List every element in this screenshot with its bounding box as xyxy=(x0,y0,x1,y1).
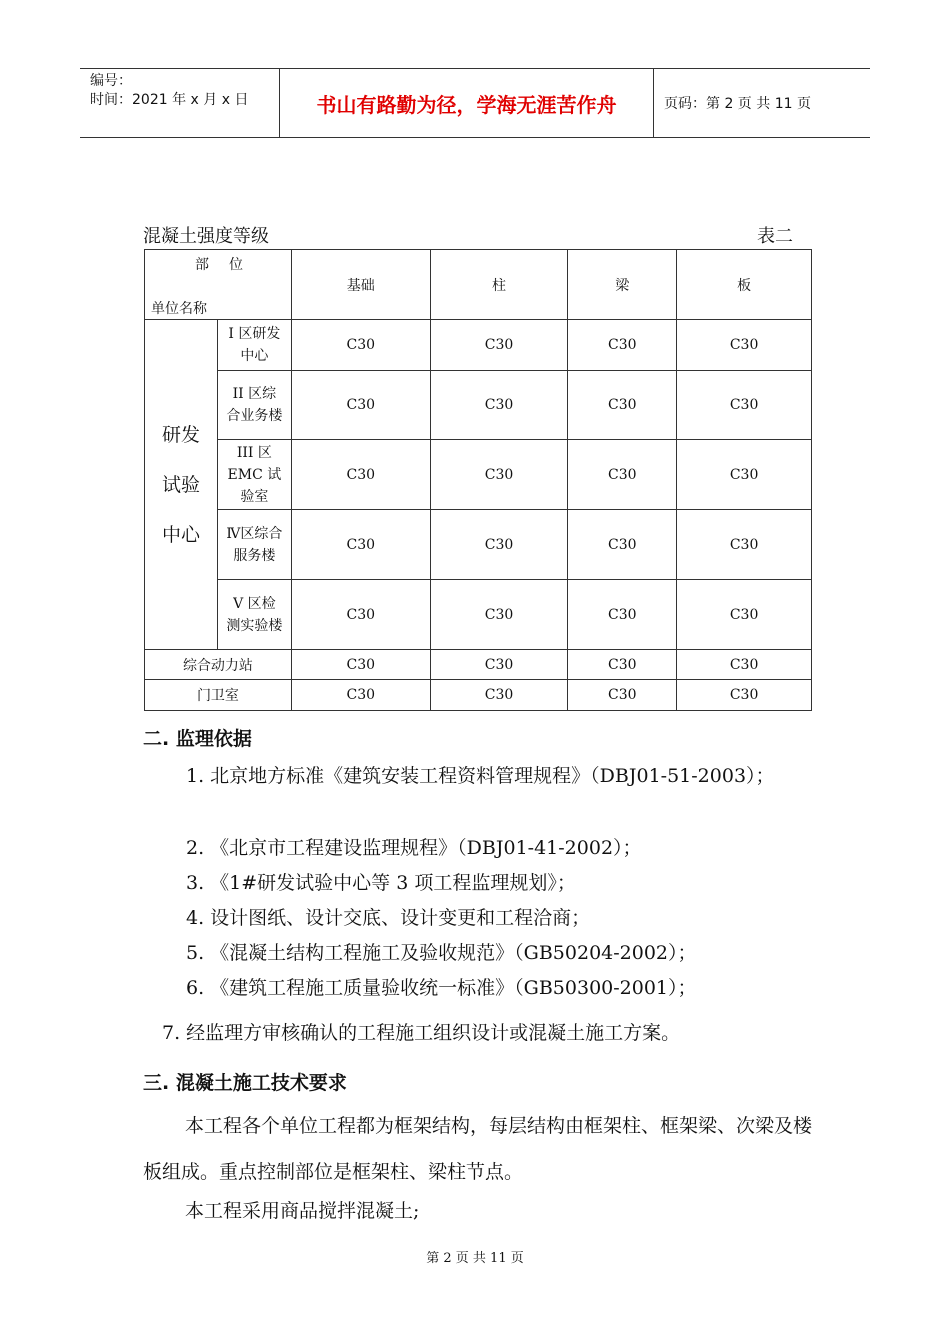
table-cell: C30 xyxy=(568,440,677,510)
row-name xyxy=(217,371,291,440)
basis-item-7: 7. 经监理方审核确认的工程施工组织设计或混凝土施工方案。 xyxy=(162,1022,681,1044)
table-row xyxy=(145,650,812,680)
table-row xyxy=(145,580,812,650)
table-cell: C30 xyxy=(677,320,812,371)
basis-item-1: 1. 北京地方标准《建筑安装工程资料管理规程》（DBJ01-51-2003）； xyxy=(186,765,775,787)
section3-title: 三. 混凝土施工技术要求 xyxy=(143,1072,347,1094)
table-cell: C30 xyxy=(430,320,568,371)
column-header: 梁 xyxy=(568,250,677,320)
row-name-text: I 区研发中心 xyxy=(228,326,281,364)
table-row xyxy=(145,320,812,371)
table-cell: C30 xyxy=(291,320,430,371)
table-cell: C30 xyxy=(677,510,812,580)
table-cell: C30 xyxy=(568,580,677,650)
group-name: 研发试验中心 xyxy=(161,423,200,546)
table-row xyxy=(145,371,812,440)
table-cell: C30 xyxy=(291,680,430,711)
table-cell: C30 xyxy=(430,510,568,580)
table-cell: C30 xyxy=(291,371,430,440)
row-name-text: V 区检测实验楼 xyxy=(226,595,283,634)
time-label: 时间：2021 年 x 月 x 日 xyxy=(90,92,249,108)
row-name xyxy=(217,320,291,371)
page-header xyxy=(80,68,870,138)
row-name-text: Ⅳ区综合服务楼 xyxy=(226,525,283,564)
table-cell: C30 xyxy=(430,580,568,650)
row-name: 门卫室 xyxy=(145,680,292,711)
table-cell: C30 xyxy=(677,580,812,650)
table-cell: C30 xyxy=(568,320,677,371)
basis-item-5: 5. 《混凝土结构工程施工及验收规范》（GB50204-2002）； xyxy=(186,942,697,964)
row-name-text: III 区 EMC 试验室 xyxy=(227,444,282,505)
concrete-grade-table xyxy=(144,249,812,711)
section3-paragraph-2: 本工程采用商品搅拌混凝土; xyxy=(185,1200,420,1222)
table-cell: C30 xyxy=(677,440,812,510)
header-meta xyxy=(80,69,280,137)
column-header: 板 xyxy=(677,250,812,320)
table-cell: C30 xyxy=(677,680,812,711)
column-header: 基础 xyxy=(291,250,430,320)
table-row xyxy=(145,680,812,711)
table-cell: C30 xyxy=(430,440,568,510)
row-name xyxy=(217,440,291,510)
row-name-text: II 区综合业务楼 xyxy=(226,386,283,424)
table-title: 混凝土强度等级 xyxy=(143,226,269,247)
table-cell: C30 xyxy=(568,680,677,711)
table-cell: C30 xyxy=(291,580,430,650)
table-row xyxy=(145,440,812,510)
page-footer: 第 2 页 共 11 页 xyxy=(426,1251,524,1266)
section3-paragraph-1: 本工程各个单位工程都为框架结构，每层结构由框架柱、框架梁、次梁及楼板组成。重点控制部位是框架柱、梁柱节点。 xyxy=(143,1115,813,1183)
number-label: 编号： xyxy=(90,73,132,89)
table-cell: C30 xyxy=(677,371,812,440)
table-caption xyxy=(143,222,793,248)
corner-top-label: 部位 xyxy=(195,257,263,273)
table-cell: C30 xyxy=(568,371,677,440)
section2-title: 二. 监理依据 xyxy=(143,728,252,750)
basis-item-4: 4. 设计图纸、设计交底、设计变更和工程洽商； xyxy=(186,907,591,929)
column-header: 柱 xyxy=(430,250,568,320)
table-cell: C30 xyxy=(430,371,568,440)
row-name xyxy=(217,510,291,580)
basis-item-2: 2. 《北京市工程建设监理规程》（DBJ01-41-2002）； xyxy=(186,837,642,859)
basis-item-3: 3. 《1#研发试验中心等 3 项工程监理规划》； xyxy=(186,872,576,894)
table-cell: C30 xyxy=(291,510,430,580)
group-name-cell xyxy=(145,320,218,650)
table-cell: C30 xyxy=(568,510,677,580)
table-cell: C30 xyxy=(291,440,430,510)
table-corner-header xyxy=(145,250,292,320)
table-cell: C30 xyxy=(677,650,812,680)
table-cell: C30 xyxy=(430,650,568,680)
header-page-info: 页码：第 2 页 共 11 页 xyxy=(664,96,811,112)
row-name xyxy=(217,580,291,650)
row-name: 综合动力站 xyxy=(145,650,292,680)
basis-item-6: 6. 《建筑工程施工质量验收统一标准》（GB50300-2001）； xyxy=(186,977,697,999)
corner-bottom-label: 单位名称 xyxy=(151,301,207,317)
table-cell: C30 xyxy=(430,680,568,711)
header-motto: 书山有路勤为径，学海无涯苦作舟 xyxy=(280,69,654,137)
table-row xyxy=(145,510,812,580)
table-number: 表二 xyxy=(757,226,793,247)
table-cell: C30 xyxy=(291,650,430,680)
table-cell: C30 xyxy=(568,650,677,680)
